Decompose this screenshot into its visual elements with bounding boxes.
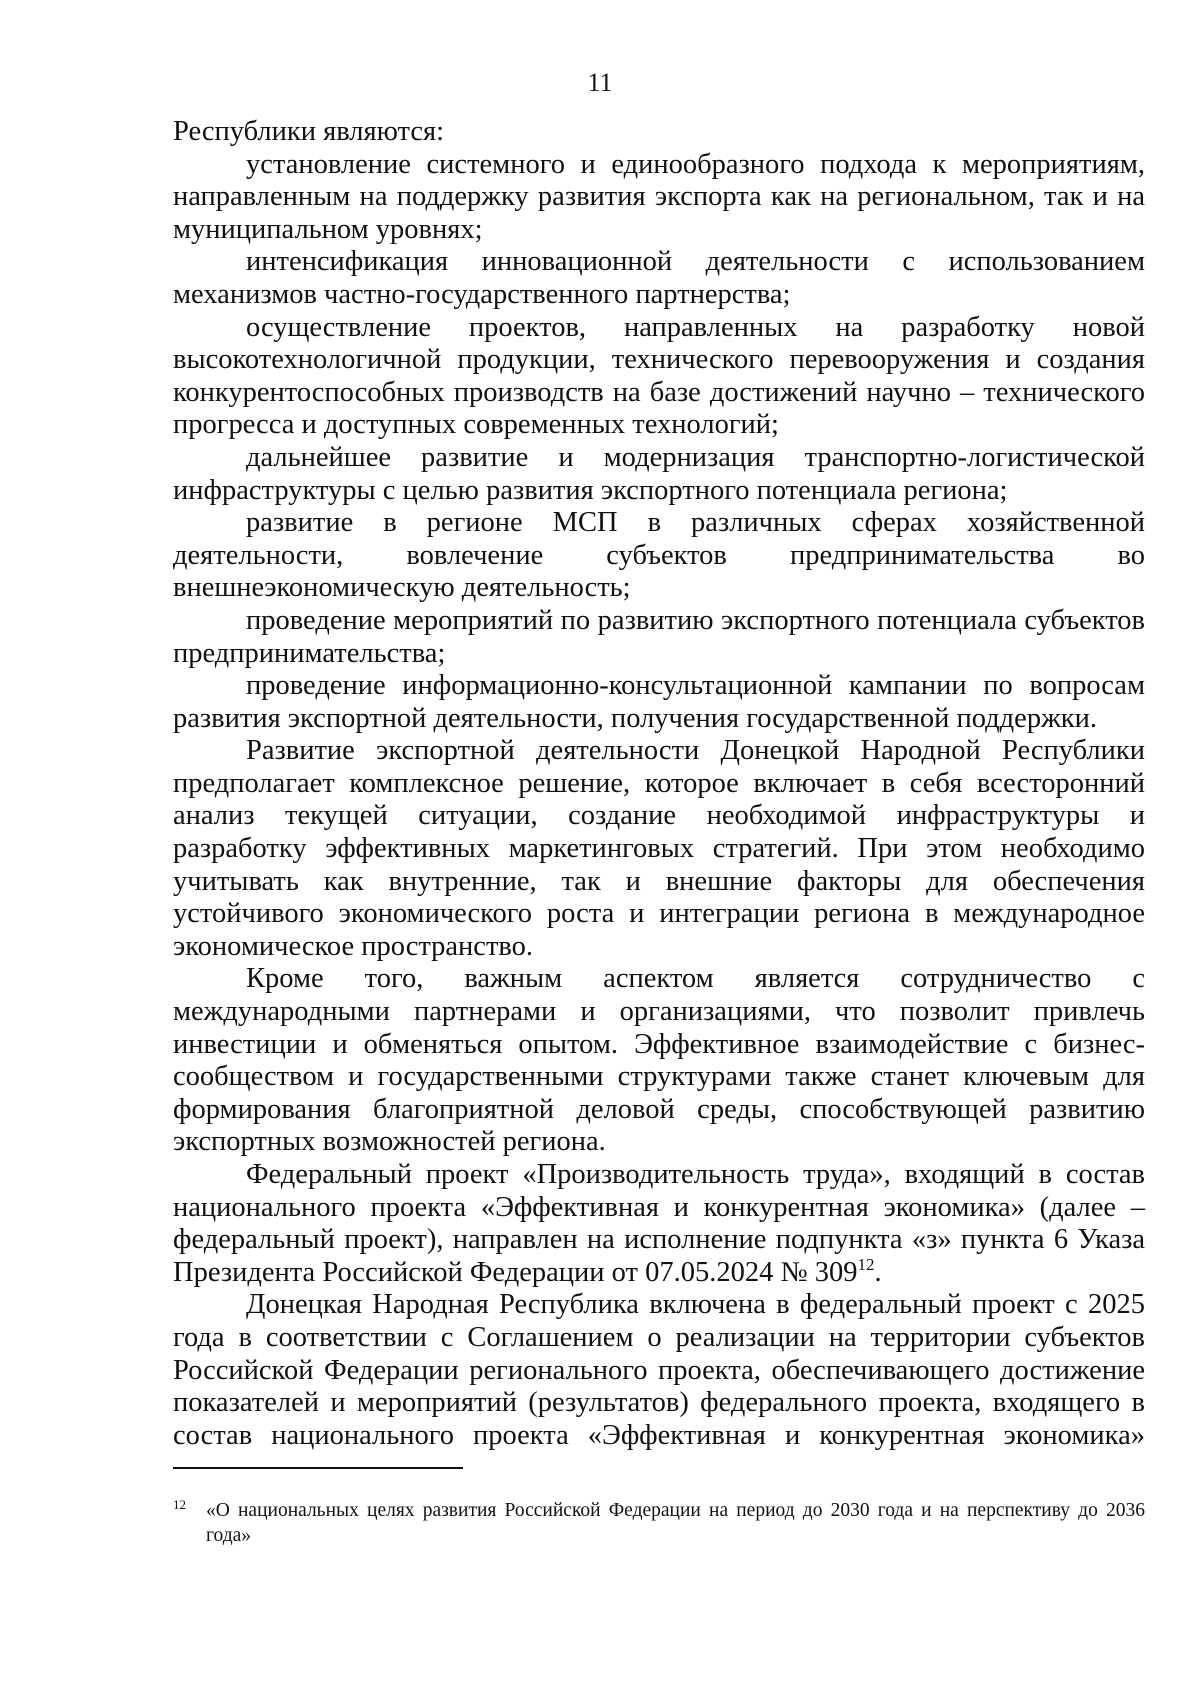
footnote [173, 1498, 1145, 1548]
list-item-paragraph: проведение мероприятий по развитию экспортного потенциала субъектов предпринимательства; [173, 604, 1145, 669]
footnote-mark: 12 [173, 1497, 186, 1512]
body-paragraph: Развитие экспортной деятельности Донецкой Народной Республики предполагает комплексное решение, которое включает в себя всесторонний анализ текущей ситуации, создание необходимой инфраструктуры и разработку эффективных маркетинговых стратегий. При этом необходимо учитывать как внутренние, так и внешние факторы для обеспечения устойчивого экономического роста и интеграции региона в международное экономическое пространство. [173, 735, 1145, 962]
body-paragraph: Кроме того, важным аспектом является сотрудничество с международными партнерами и организациями, что позволит привлечь инвестиции и обменяться опытом. Эффективное взаимодействие с бизнес-сообществом и государственными структурами также станет ключевым для формирования благоприятной деловой среды, способствующей развитию экспортных возможностей региона. [173, 963, 1145, 1158]
body-paragraph: Донецкая Народная Республика включена в федеральный проект с 2025 года в соответствии с Соглашением о реализации на территории субъектов Российской Федерации регионального проекта, обеспечивающего достижение показателей и мероприятий (результатов) федерального проекта, входящего в состав национального проекта «Эффективная и конкурентная экономика» [173, 1289, 1145, 1451]
list-item-paragraph: развитие в регионе МСП в различных сферах хозяйственной деятельности, вовлечение субъектов предпринимательства во внешнеэкономическую деятельность; [173, 507, 1145, 604]
footnote-reference: 12 [857, 1254, 875, 1274]
paragraph-continuation: Республики являются: [173, 116, 445, 147]
list-item-paragraph: интенсификация инновационной деятельности с использованием механизмов частно-государственного партнерства; [173, 246, 1145, 310]
page-number: 11 [587, 68, 613, 97]
list-item-paragraph: осуществление проектов, направленных на разработку новой высокотехнологичной продукции, технического перевооружения и создания конкурентоспособных производств на базе достижений научно – технического прогресса и доступных современных технологий; [173, 311, 1145, 441]
footnote-separator [173, 1467, 463, 1469]
paragraph-end-punctuation: . [874, 1256, 882, 1288]
paragraph-text: Федеральный проект «Производительность труда», входящий в состав национального проекта «Эффективная и конкурентная экономика» (далее – федеральный проект), направлен на исполнение подпункта «з» пункта 6 Указа Президента Российской Федерации от 07.05.2024 № 309 [173, 1159, 1145, 1288]
body-paragraph-with-footnote [173, 1159, 1145, 1289]
list-item-paragraph: дальнейшее развитие и модернизация транспортно-логистической инфраструктуры с целью развития экспортного потенциала региона; [173, 441, 1145, 506]
footnote-text: «О национальных целях развития Российской Федерации на период до 2030 года и на перспективу до 2036 года» [206, 1500, 1145, 1546]
list-item-paragraph: проведение информационно-консультационной кампании по вопросам развития экспортной деятельности, получения государственной поддержки. [173, 670, 1145, 734]
list-item-paragraph: установление системного и единообразного подхода к мероприятиям, направленным на поддержку развития экспорта как на региональном, так и на муниципальном уровнях; [173, 148, 1145, 245]
document-body [173, 116, 1145, 1452]
